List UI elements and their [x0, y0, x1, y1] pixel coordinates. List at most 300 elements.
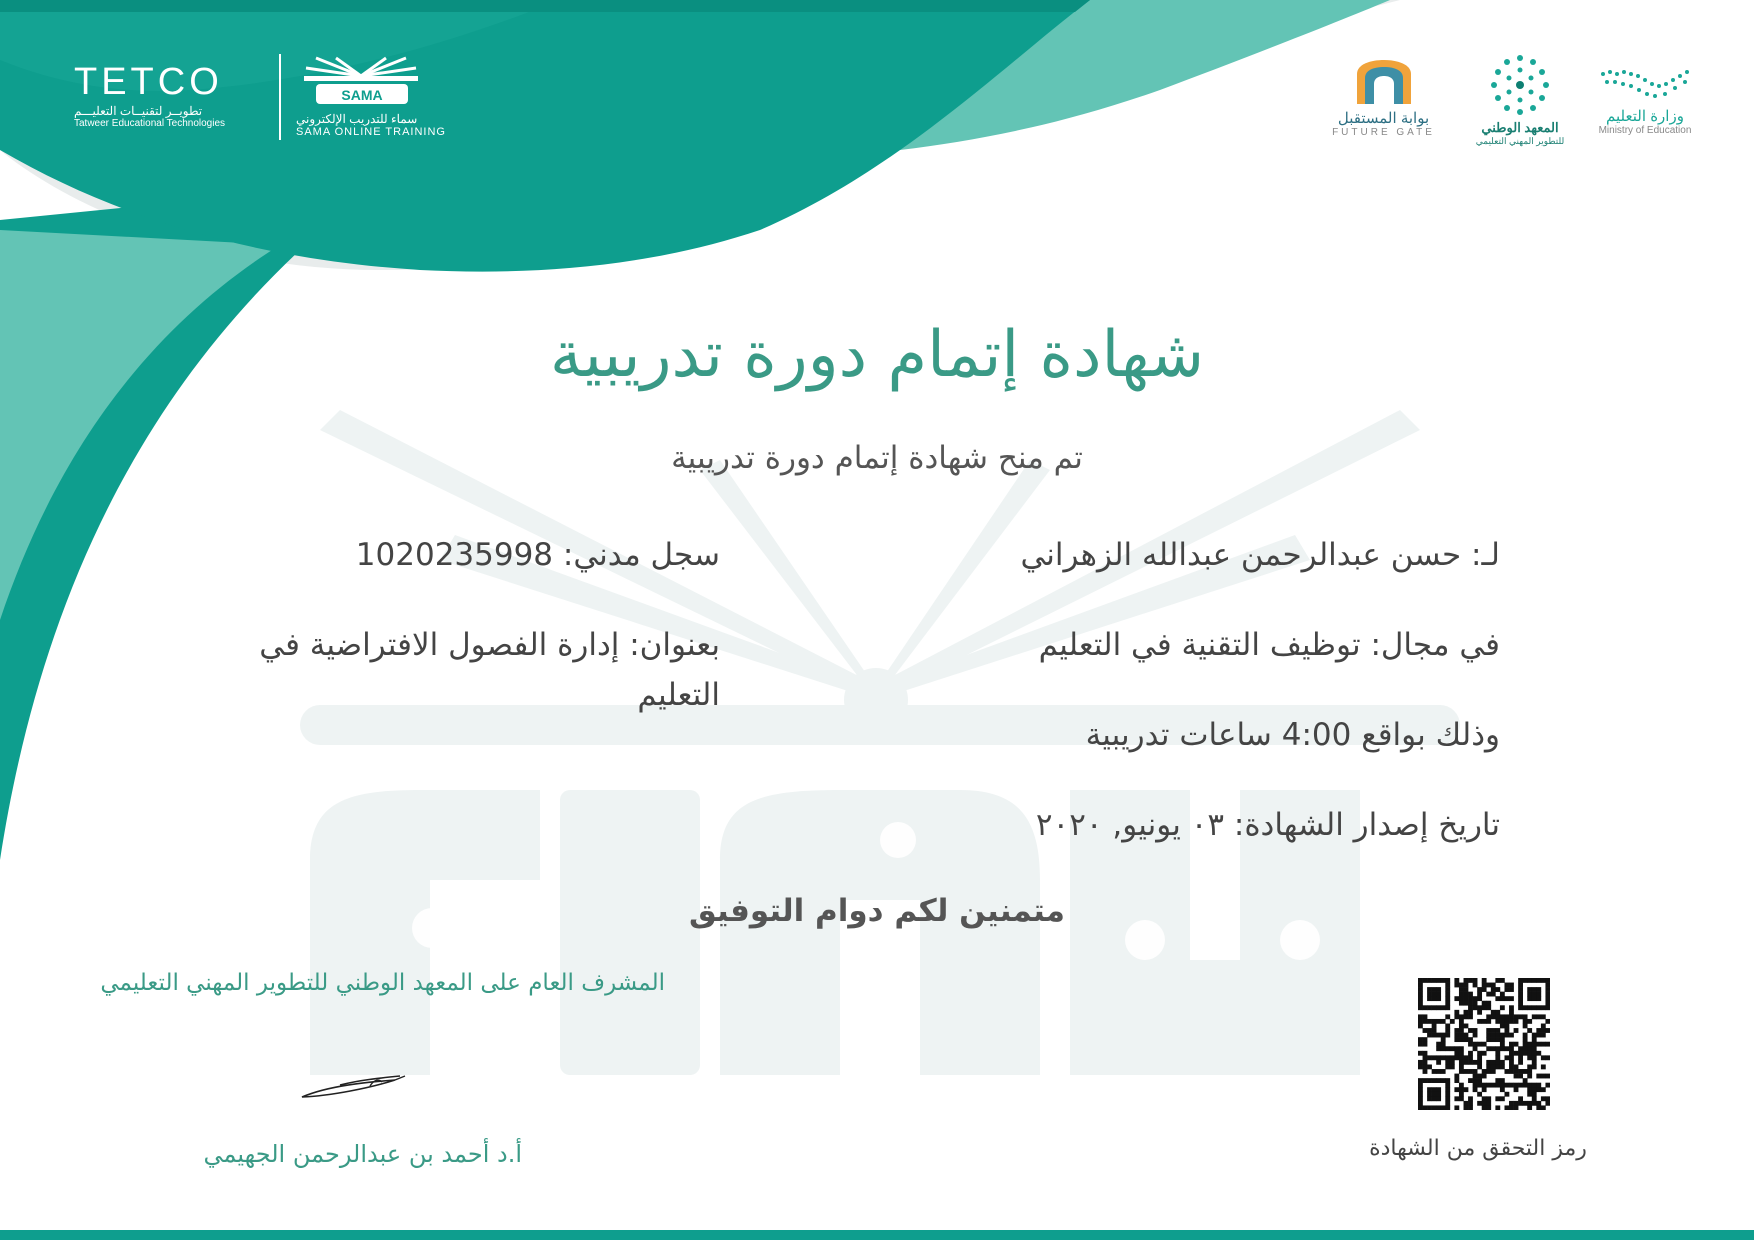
qr-module	[1418, 1042, 1423, 1047]
qr-module	[1545, 1028, 1550, 1033]
sama-logo	[296, 56, 456, 138]
qr-module	[1450, 1019, 1455, 1024]
qr-module	[1504, 1033, 1509, 1038]
qr-module	[1445, 1078, 1450, 1083]
qr-module	[1459, 1060, 1464, 1065]
qr-module	[1445, 1055, 1450, 1060]
qr-module	[1436, 1005, 1441, 1010]
qr-module	[1445, 1101, 1450, 1106]
qr-module	[1491, 1060, 1496, 1065]
qr-module	[1441, 1046, 1446, 1051]
qr-module	[1459, 1037, 1464, 1042]
qr-module	[1477, 1101, 1482, 1106]
qr-module	[1486, 1101, 1491, 1106]
qr-module	[1514, 1074, 1519, 1079]
qr-module	[1486, 1033, 1491, 1038]
qr-module	[1545, 992, 1550, 997]
qr-module	[1527, 1046, 1532, 1051]
qr-module	[1441, 978, 1446, 983]
qr-module	[1427, 996, 1432, 1001]
qr-module	[1532, 1087, 1537, 1092]
qr-module	[1527, 1028, 1532, 1033]
qr-module	[1418, 1051, 1423, 1056]
qr-module	[1536, 978, 1541, 983]
qr-module	[1427, 1055, 1432, 1060]
qr-module	[1545, 1074, 1550, 1079]
qr-module	[1486, 1037, 1491, 1042]
qr-module	[1459, 996, 1464, 1001]
qr-module	[1491, 1083, 1496, 1088]
qr-module	[1545, 996, 1550, 1001]
qr-module	[1545, 1019, 1550, 1024]
qr-module	[1500, 996, 1505, 1001]
qr-module	[1454, 1046, 1459, 1051]
qr-module	[1495, 978, 1500, 983]
qr-module	[1495, 1064, 1500, 1069]
qr-module	[1450, 1055, 1455, 1060]
qr-module	[1514, 1042, 1519, 1047]
qr-module	[1445, 1014, 1450, 1019]
qr-module	[1527, 996, 1532, 1001]
qr-module	[1477, 1078, 1482, 1083]
qr-module	[1495, 1105, 1500, 1110]
qr-module	[1509, 987, 1514, 992]
qr-module	[1464, 1101, 1469, 1106]
qr-module	[1545, 1096, 1550, 1101]
qr-module	[1527, 1042, 1532, 1047]
qr-module	[1486, 1096, 1491, 1101]
qr-module	[1418, 983, 1423, 988]
qr-module	[1450, 1060, 1455, 1065]
qr-module	[1518, 996, 1523, 1001]
qr-module	[1486, 1005, 1491, 1010]
qr-module	[1432, 996, 1437, 1001]
qr-module	[1518, 992, 1523, 997]
qr-module	[1495, 996, 1500, 1001]
qr-module	[1468, 1105, 1473, 1110]
qr-module	[1436, 1060, 1441, 1065]
qr-module	[1441, 1078, 1446, 1083]
institute-sub: للتطوير المهني التعليمي	[1475, 136, 1565, 146]
qr-module	[1527, 1064, 1532, 1069]
qr-module	[1545, 987, 1550, 992]
qr-module	[1477, 1064, 1482, 1069]
qr-module	[1495, 987, 1500, 992]
qr-module	[1509, 1064, 1514, 1069]
qr-module	[1423, 1005, 1428, 1010]
qr-module	[1482, 1083, 1487, 1088]
qr-module	[1509, 996, 1514, 1001]
qr-module	[1545, 1001, 1550, 1006]
qr-module	[1532, 996, 1537, 1001]
qr-module	[1486, 1014, 1491, 1019]
qr-module	[1518, 1101, 1523, 1106]
qr-module	[1418, 996, 1423, 1001]
qr-module	[1482, 987, 1487, 992]
qr-module	[1536, 1051, 1541, 1056]
qr-module	[1459, 992, 1464, 997]
qr-module	[1441, 1033, 1446, 1038]
qr-module	[1432, 1087, 1437, 1092]
qr-module	[1486, 1060, 1491, 1065]
qr-module	[1532, 1060, 1537, 1065]
qr-module	[1468, 1101, 1473, 1106]
ministry-dots-icon	[1595, 66, 1695, 102]
qr-module	[1473, 1069, 1478, 1074]
qr-module	[1468, 1005, 1473, 1010]
qr-module	[1418, 1105, 1423, 1110]
qr-module	[1477, 1055, 1482, 1060]
qr-module	[1509, 1101, 1514, 1106]
course-field: في مجال: توظيف التقنية في التعليم	[1038, 627, 1500, 663]
qr-module	[1441, 1105, 1446, 1110]
qr-module	[1445, 1083, 1450, 1088]
qr-module	[1445, 978, 1450, 983]
qr-module	[1423, 978, 1428, 983]
qr-module	[1454, 996, 1459, 1001]
qr-module	[1482, 1001, 1487, 1006]
qr-module	[1500, 1042, 1505, 1047]
qr-module	[1432, 1024, 1437, 1029]
qr-module	[1432, 1096, 1437, 1101]
qr-module	[1523, 1051, 1528, 1056]
qr-module	[1500, 1019, 1505, 1024]
qr-module	[1432, 1078, 1437, 1083]
qr-module	[1509, 1005, 1514, 1010]
qr-module	[1423, 1055, 1428, 1060]
qr-module	[1477, 992, 1482, 997]
qr-module	[1527, 1105, 1532, 1110]
qr-module	[1527, 1019, 1532, 1024]
qr-module	[1468, 1042, 1473, 1047]
qr-module	[1436, 1042, 1441, 1047]
qr-module	[1464, 992, 1469, 997]
qr-module	[1464, 1060, 1469, 1065]
qr-module	[1545, 983, 1550, 988]
qr-module	[1491, 983, 1496, 988]
qr-module	[1518, 1005, 1523, 1010]
qr-module	[1473, 1087, 1478, 1092]
qr-module	[1464, 1105, 1469, 1110]
qr-module	[1418, 1019, 1423, 1024]
course-title: بعنوان: إدارة الفصول الافتراضية في التعليم	[259, 627, 720, 713]
qr-module	[1491, 1064, 1496, 1069]
qr-module	[1468, 1060, 1473, 1065]
qr-module	[1486, 1001, 1491, 1006]
qr-module	[1486, 1046, 1491, 1051]
qr-module	[1459, 1064, 1464, 1069]
qr-module	[1477, 1010, 1482, 1015]
civil-record: سجل مدني: 1020235998	[355, 537, 720, 573]
qr-module	[1482, 1096, 1487, 1101]
qr-module	[1473, 983, 1478, 988]
qr-module	[1482, 983, 1487, 988]
qr-module	[1464, 1087, 1469, 1092]
qr-module	[1473, 978, 1478, 983]
qr-module	[1536, 1042, 1541, 1047]
qr-module	[1418, 1083, 1423, 1088]
qr-module	[1454, 1037, 1459, 1042]
qr-module	[1473, 1046, 1478, 1051]
qr-module	[1441, 1069, 1446, 1074]
qr-module	[1523, 1101, 1528, 1106]
qr-module	[1486, 992, 1491, 997]
qr-module	[1454, 1014, 1459, 1019]
qr-module	[1536, 1014, 1541, 1019]
qr-module	[1527, 1051, 1532, 1056]
qr-module	[1532, 1055, 1537, 1060]
qr-module	[1514, 1083, 1519, 1088]
qr-module	[1518, 1069, 1523, 1074]
qr-module	[1464, 1014, 1469, 1019]
qr-module	[1482, 1019, 1487, 1024]
qr-module	[1532, 1005, 1537, 1010]
qr-module	[1436, 1092, 1441, 1097]
qr-module	[1491, 987, 1496, 992]
closing-wish: متمنين لكم دوام التوفيق	[689, 893, 1065, 929]
qr-module	[1464, 987, 1469, 992]
qr-module	[1459, 983, 1464, 988]
certificate-subtitle: تم منح شهادة إتمام دورة تدريبية	[671, 440, 1083, 476]
qr-module	[1432, 992, 1437, 997]
institute-arabic: المعهد الوطني	[1481, 120, 1559, 135]
qr-module	[1436, 1019, 1441, 1024]
qr-module	[1482, 1101, 1487, 1106]
qr-module	[1427, 1005, 1432, 1010]
qr-module	[1450, 1064, 1455, 1069]
national-institute-logo	[1460, 50, 1580, 147]
qr-module	[1468, 996, 1473, 1001]
qr-module	[1418, 1064, 1423, 1069]
qr-module	[1477, 1074, 1482, 1079]
qr-module	[1418, 1087, 1423, 1092]
qr-module	[1536, 1101, 1541, 1106]
qr-module	[1445, 1105, 1450, 1110]
qr-module	[1523, 1019, 1528, 1024]
qr-module	[1504, 1024, 1509, 1029]
qr-module	[1441, 1005, 1446, 1010]
qr-module	[1459, 1014, 1464, 1019]
qr-module	[1454, 978, 1459, 983]
qr-module	[1482, 1051, 1487, 1056]
qr-module	[1532, 1092, 1537, 1097]
qr-module	[1486, 1083, 1491, 1088]
qr-module	[1536, 1105, 1541, 1110]
qr-module	[1459, 1096, 1464, 1101]
qr-module	[1536, 1033, 1541, 1038]
qr-module	[1509, 1083, 1514, 1088]
qr-module	[1491, 1046, 1496, 1051]
qr-module	[1436, 1078, 1441, 1083]
qr-module	[1473, 1028, 1478, 1033]
qr-module	[1445, 1024, 1450, 1029]
qr-module	[1427, 1064, 1432, 1069]
qr-module	[1495, 1037, 1500, 1042]
qr-module	[1477, 996, 1482, 1001]
qr-module	[1536, 996, 1541, 1001]
qr-module	[1418, 1005, 1423, 1010]
qr-module	[1545, 978, 1550, 983]
gate-icon	[1349, 60, 1419, 104]
qr-module	[1459, 1028, 1464, 1033]
qr-module	[1459, 1051, 1464, 1056]
qr-module	[1459, 1019, 1464, 1024]
qr-module	[1441, 1055, 1446, 1060]
qr-module	[1454, 1033, 1459, 1038]
qr-module	[1500, 1096, 1505, 1101]
qr-module	[1432, 987, 1437, 992]
qr-module	[1427, 1078, 1432, 1083]
qr-module	[1500, 1078, 1505, 1083]
qr-module	[1423, 1042, 1428, 1047]
qr-module	[1486, 1019, 1491, 1024]
qr-module	[1518, 1014, 1523, 1019]
qr-module	[1473, 1005, 1478, 1010]
qr-module	[1486, 1069, 1491, 1074]
qr-module	[1532, 1051, 1537, 1056]
qr-module	[1423, 1019, 1428, 1024]
qr-module	[1504, 1105, 1509, 1110]
qr-module	[1427, 1033, 1432, 1038]
qr-module	[1523, 1037, 1528, 1042]
qr-module	[1536, 1028, 1541, 1033]
qr-module	[1541, 1042, 1546, 1047]
qr-module	[1514, 1105, 1519, 1110]
qr-module	[1523, 1046, 1528, 1051]
qr-module	[1423, 1069, 1428, 1074]
recipient-name: لـ: حسن عبدالرحمن عبدالله الزهراني	[1020, 537, 1500, 573]
logo-divider	[279, 54, 281, 140]
qr-module	[1523, 1005, 1528, 1010]
qr-module	[1486, 983, 1491, 988]
qr-module	[1527, 1074, 1532, 1079]
qr-module	[1500, 1060, 1505, 1065]
qr-module	[1418, 1092, 1423, 1097]
qr-module	[1432, 1069, 1437, 1074]
qr-module	[1418, 1078, 1423, 1083]
qr-module	[1504, 983, 1509, 988]
signature-stroke	[302, 1076, 400, 1097]
qr-module	[1495, 1014, 1500, 1019]
qr-module	[1523, 1069, 1528, 1074]
qr-module	[1468, 1028, 1473, 1033]
qr-module	[1445, 1028, 1450, 1033]
qr-module	[1454, 1087, 1459, 1092]
sama-arabic: سماء للتدريب الإلكتروني	[296, 112, 418, 126]
qr-module	[1482, 1074, 1487, 1079]
qr-module	[1491, 992, 1496, 997]
qr-module	[1491, 1069, 1496, 1074]
qr-module	[1450, 1046, 1455, 1051]
qr-module	[1495, 1046, 1500, 1051]
qr-module	[1427, 1105, 1432, 1110]
sama-book-icon	[296, 56, 426, 108]
qr-module	[1464, 1033, 1469, 1038]
qr-module	[1445, 996, 1450, 1001]
qr-module	[1518, 1060, 1523, 1065]
qr-module	[1418, 978, 1423, 983]
qr-module	[1454, 1074, 1459, 1079]
qr-module	[1509, 1055, 1514, 1060]
ministry-english: Ministry of Education	[1598, 125, 1692, 136]
qr-module	[1418, 1001, 1423, 1006]
supervisor-title: المشرف العام على المعهد الوطني للتطوير المهني التعليمي	[100, 970, 665, 996]
qr-module	[1523, 1083, 1528, 1088]
qr-module	[1482, 1069, 1487, 1074]
ministry-logo	[1590, 66, 1700, 136]
qr-module	[1464, 996, 1469, 1001]
qr-module	[1423, 1105, 1428, 1110]
qr-module	[1504, 1028, 1509, 1033]
qr-module	[1523, 978, 1528, 983]
signatory-name: أ.د أحمد بن عبدالرحمن الجهيمي	[203, 1140, 522, 1168]
qr-module	[1491, 1033, 1496, 1038]
qr-module	[1536, 1087, 1541, 1092]
qr-module	[1445, 1005, 1450, 1010]
qr-module	[1468, 1001, 1473, 1006]
qr-module	[1436, 1033, 1441, 1038]
qr-module	[1509, 1051, 1514, 1056]
qr-module	[1504, 1092, 1509, 1097]
qr-module	[1509, 983, 1514, 988]
qr-module	[1468, 1096, 1473, 1101]
qr-module	[1432, 1105, 1437, 1110]
qr-module	[1495, 1051, 1500, 1056]
qr-module	[1491, 1010, 1496, 1015]
qr-module	[1541, 1024, 1546, 1029]
qr-module	[1541, 1087, 1546, 1092]
qr-module	[1518, 1001, 1523, 1006]
qr-module	[1532, 1037, 1537, 1042]
qr-module	[1532, 1033, 1537, 1038]
qr-module	[1418, 1037, 1423, 1042]
qr-module	[1436, 1096, 1441, 1101]
qr-module	[1491, 1037, 1496, 1042]
qr-code	[1418, 978, 1550, 1110]
ministry-arabic: وزارة التعليم	[1606, 108, 1684, 125]
qr-module	[1477, 987, 1482, 992]
qr-module	[1523, 1014, 1528, 1019]
qr-module	[1545, 1005, 1550, 1010]
qr-module	[1536, 992, 1541, 997]
qr-module	[1477, 1083, 1482, 1088]
qr-module	[1527, 1092, 1532, 1097]
qr-module	[1436, 1087, 1441, 1092]
qr-module	[1459, 1046, 1464, 1051]
qr-module	[1436, 987, 1441, 992]
qr-module	[1532, 1042, 1537, 1047]
qr-module	[1432, 1005, 1437, 1010]
qr-module	[1436, 992, 1441, 997]
qr-module	[1500, 1033, 1505, 1038]
qr-module	[1532, 1101, 1537, 1106]
qr-module	[1454, 1051, 1459, 1056]
qr-module	[1454, 1010, 1459, 1015]
future-gate-english: FUTURE GATE	[1332, 127, 1435, 138]
qr-module	[1532, 1096, 1537, 1101]
qr-module	[1495, 1019, 1500, 1024]
qr-module	[1532, 1064, 1537, 1069]
qr-module	[1454, 1105, 1459, 1110]
qr-module	[1500, 1064, 1505, 1069]
qr-module	[1541, 1028, 1546, 1033]
qr-module	[1509, 1069, 1514, 1074]
qr-module	[1454, 983, 1459, 988]
qr-module	[1536, 1005, 1541, 1010]
qr-module	[1541, 1014, 1546, 1019]
qr-module	[1518, 983, 1523, 988]
qr-module	[1482, 978, 1487, 983]
